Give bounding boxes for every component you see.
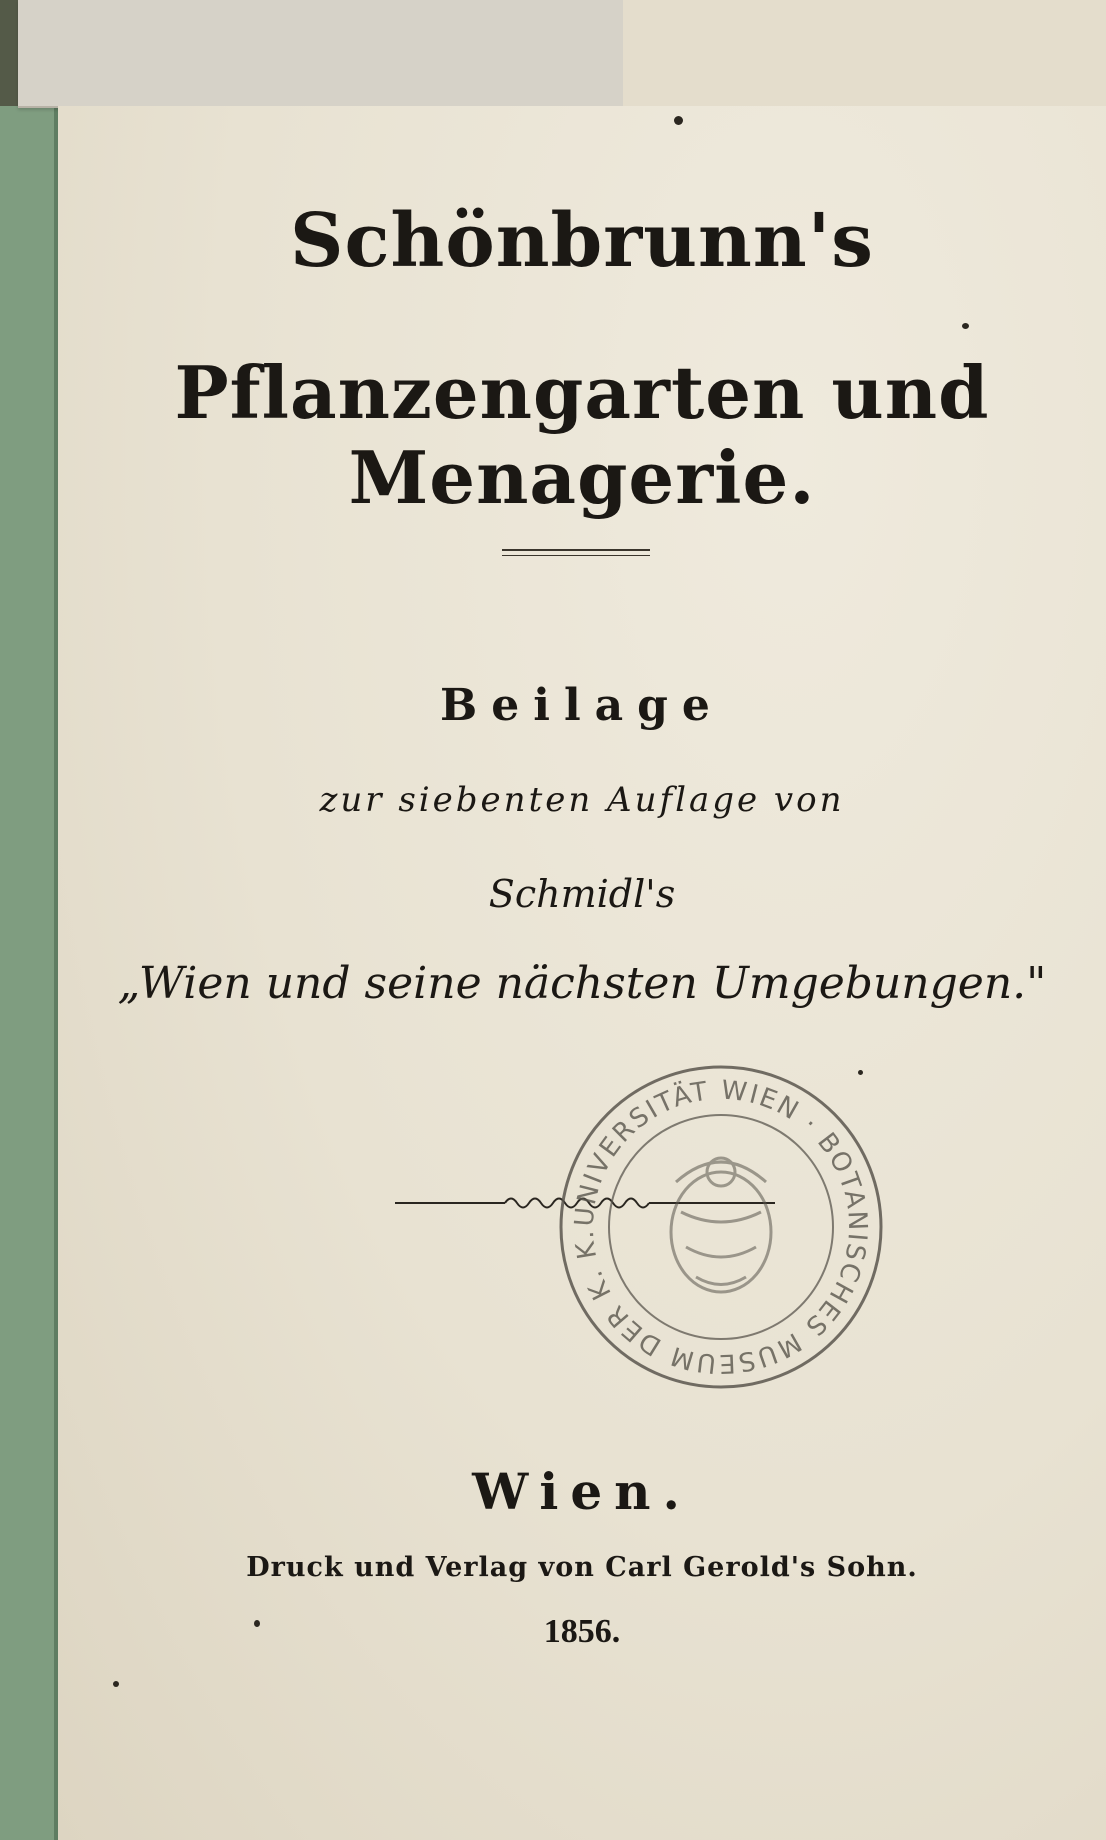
binding-shadow: [0, 0, 18, 106]
paper-speck: [858, 1070, 863, 1075]
place-of-publication: Wien.: [472, 1462, 692, 1521]
work-title: „Wien und seine nächsten Umgebungen.": [117, 958, 1047, 1009]
supplement-line: zur siebenten Auflage von: [319, 780, 845, 820]
stamp-text: UNIVERSITÄT WIEN · BOTANISCHES MUSEUM DER K. K.: [569, 1075, 873, 1379]
supplement-label: Beilage: [440, 680, 724, 731]
double-rule-bottom: [502, 555, 650, 556]
paper-tab: [18, 0, 623, 108]
paper-speck: [962, 323, 969, 329]
eagle-emblem-icon: [671, 1158, 771, 1292]
title-line-2: Pflanzengarten und Menagerie.: [174, 350, 990, 520]
double-rule-top: [502, 549, 650, 551]
paper-speck: [674, 116, 683, 125]
title-line-1: Schönbrunn's: [290, 198, 874, 284]
paper-speck: [113, 1681, 119, 1687]
paper-speck: [254, 1620, 260, 1627]
page-top-margin: [623, 0, 1106, 106]
book-binding-edge: [0, 0, 58, 1840]
library-stamp: [556, 1062, 886, 1392]
publisher-line: Druck und Verlag von Carl Gerold's Sohn.: [246, 1552, 918, 1583]
publication-year: 1856.: [543, 1613, 621, 1650]
author-line: Schmidl's: [488, 872, 676, 916]
